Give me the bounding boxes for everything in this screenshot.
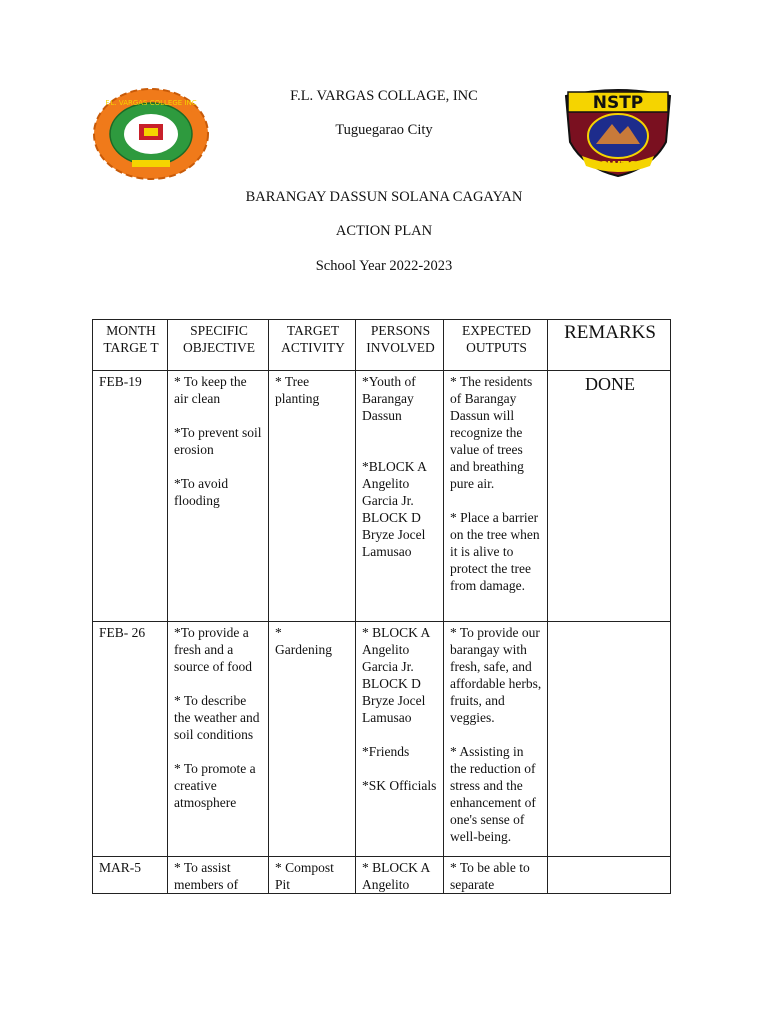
header-month: MONTH TARGE T (93, 320, 168, 371)
cell-persons: *Youth of Barangay Dassun *BLOCK A Angelito Garcia Jr. BLOCK D Bryze Jocel Lamusao (356, 371, 444, 622)
svg-text:NSTP: NSTP (592, 93, 644, 113)
cell-month: FEB-19 (93, 371, 168, 622)
table-row (93, 622, 671, 857)
cell-objective: * To assist members of (168, 857, 269, 894)
cell-activity: * Tree planting (269, 371, 356, 622)
school-year: School Year 2022-2023 (315, 258, 453, 274)
svg-text:F.L. VARGAS COLLEGE INC: F.L. VARGAS COLLEGE INC (105, 99, 197, 107)
cell-outputs: * The residents of Barangay Dassun will recognize the value of trees and breathing pure air. * Place a barrier on the tree when it is alive to protect the tree from damage. (444, 371, 548, 622)
cell-remarks (548, 622, 671, 857)
plan-title: ACTION PLAN (335, 223, 433, 239)
cell-month: MAR-5 (93, 857, 168, 894)
cell-remarks: DONE (548, 371, 671, 622)
header-persons: PERSONS INVOLVED (356, 320, 444, 371)
cell-objective: * To keep the air clean *To prevent soil erosion *To avoid flooding (168, 371, 269, 622)
cell-outputs: * To provide our barangay with fresh, safe, and affordable herbs, fruits, and veggies. * Assisting in the reduction of stress and the enhancement of one's sense of well-being. (444, 622, 548, 857)
action-plan-table (92, 319, 671, 894)
svg-text:CWTS: CWTS (598, 159, 638, 173)
cell-outputs: * To be able to separate (444, 857, 548, 894)
cell-objective: *To provide a fresh and a source of food * To describe the weather and soil conditions * To promote a creative atmosphere (168, 622, 269, 857)
header-outputs: EXPECTED OUTPUTS (444, 320, 548, 371)
header-objective: SPECIFIC OBJECTIVE (168, 320, 269, 371)
barangay-name: BARANGAY DASSUN SOLANA CAGAYAN (245, 189, 523, 205)
table-row (93, 371, 671, 622)
cell-activity: * Gardening (269, 622, 356, 857)
cell-activity: * Compost Pit (269, 857, 356, 894)
cell-persons: * BLOCK A Angelito Garcia Jr. BLOCK D Bryze Jocel Lamusao *Friends *SK Officials (356, 622, 444, 857)
header-remarks: REMARKS (548, 320, 671, 371)
cell-month: FEB- 26 (93, 622, 168, 857)
table-row (93, 857, 671, 894)
cell-remarks (548, 857, 671, 894)
school-name: F.L. VARGAS COLLAGE, INC (290, 88, 478, 104)
city-name: Tuguegarao City (335, 122, 433, 138)
header-activity: TARGET ACTIVITY (269, 320, 356, 371)
table-header-row (93, 320, 671, 371)
cell-persons: * BLOCK A Angelito (356, 857, 444, 894)
